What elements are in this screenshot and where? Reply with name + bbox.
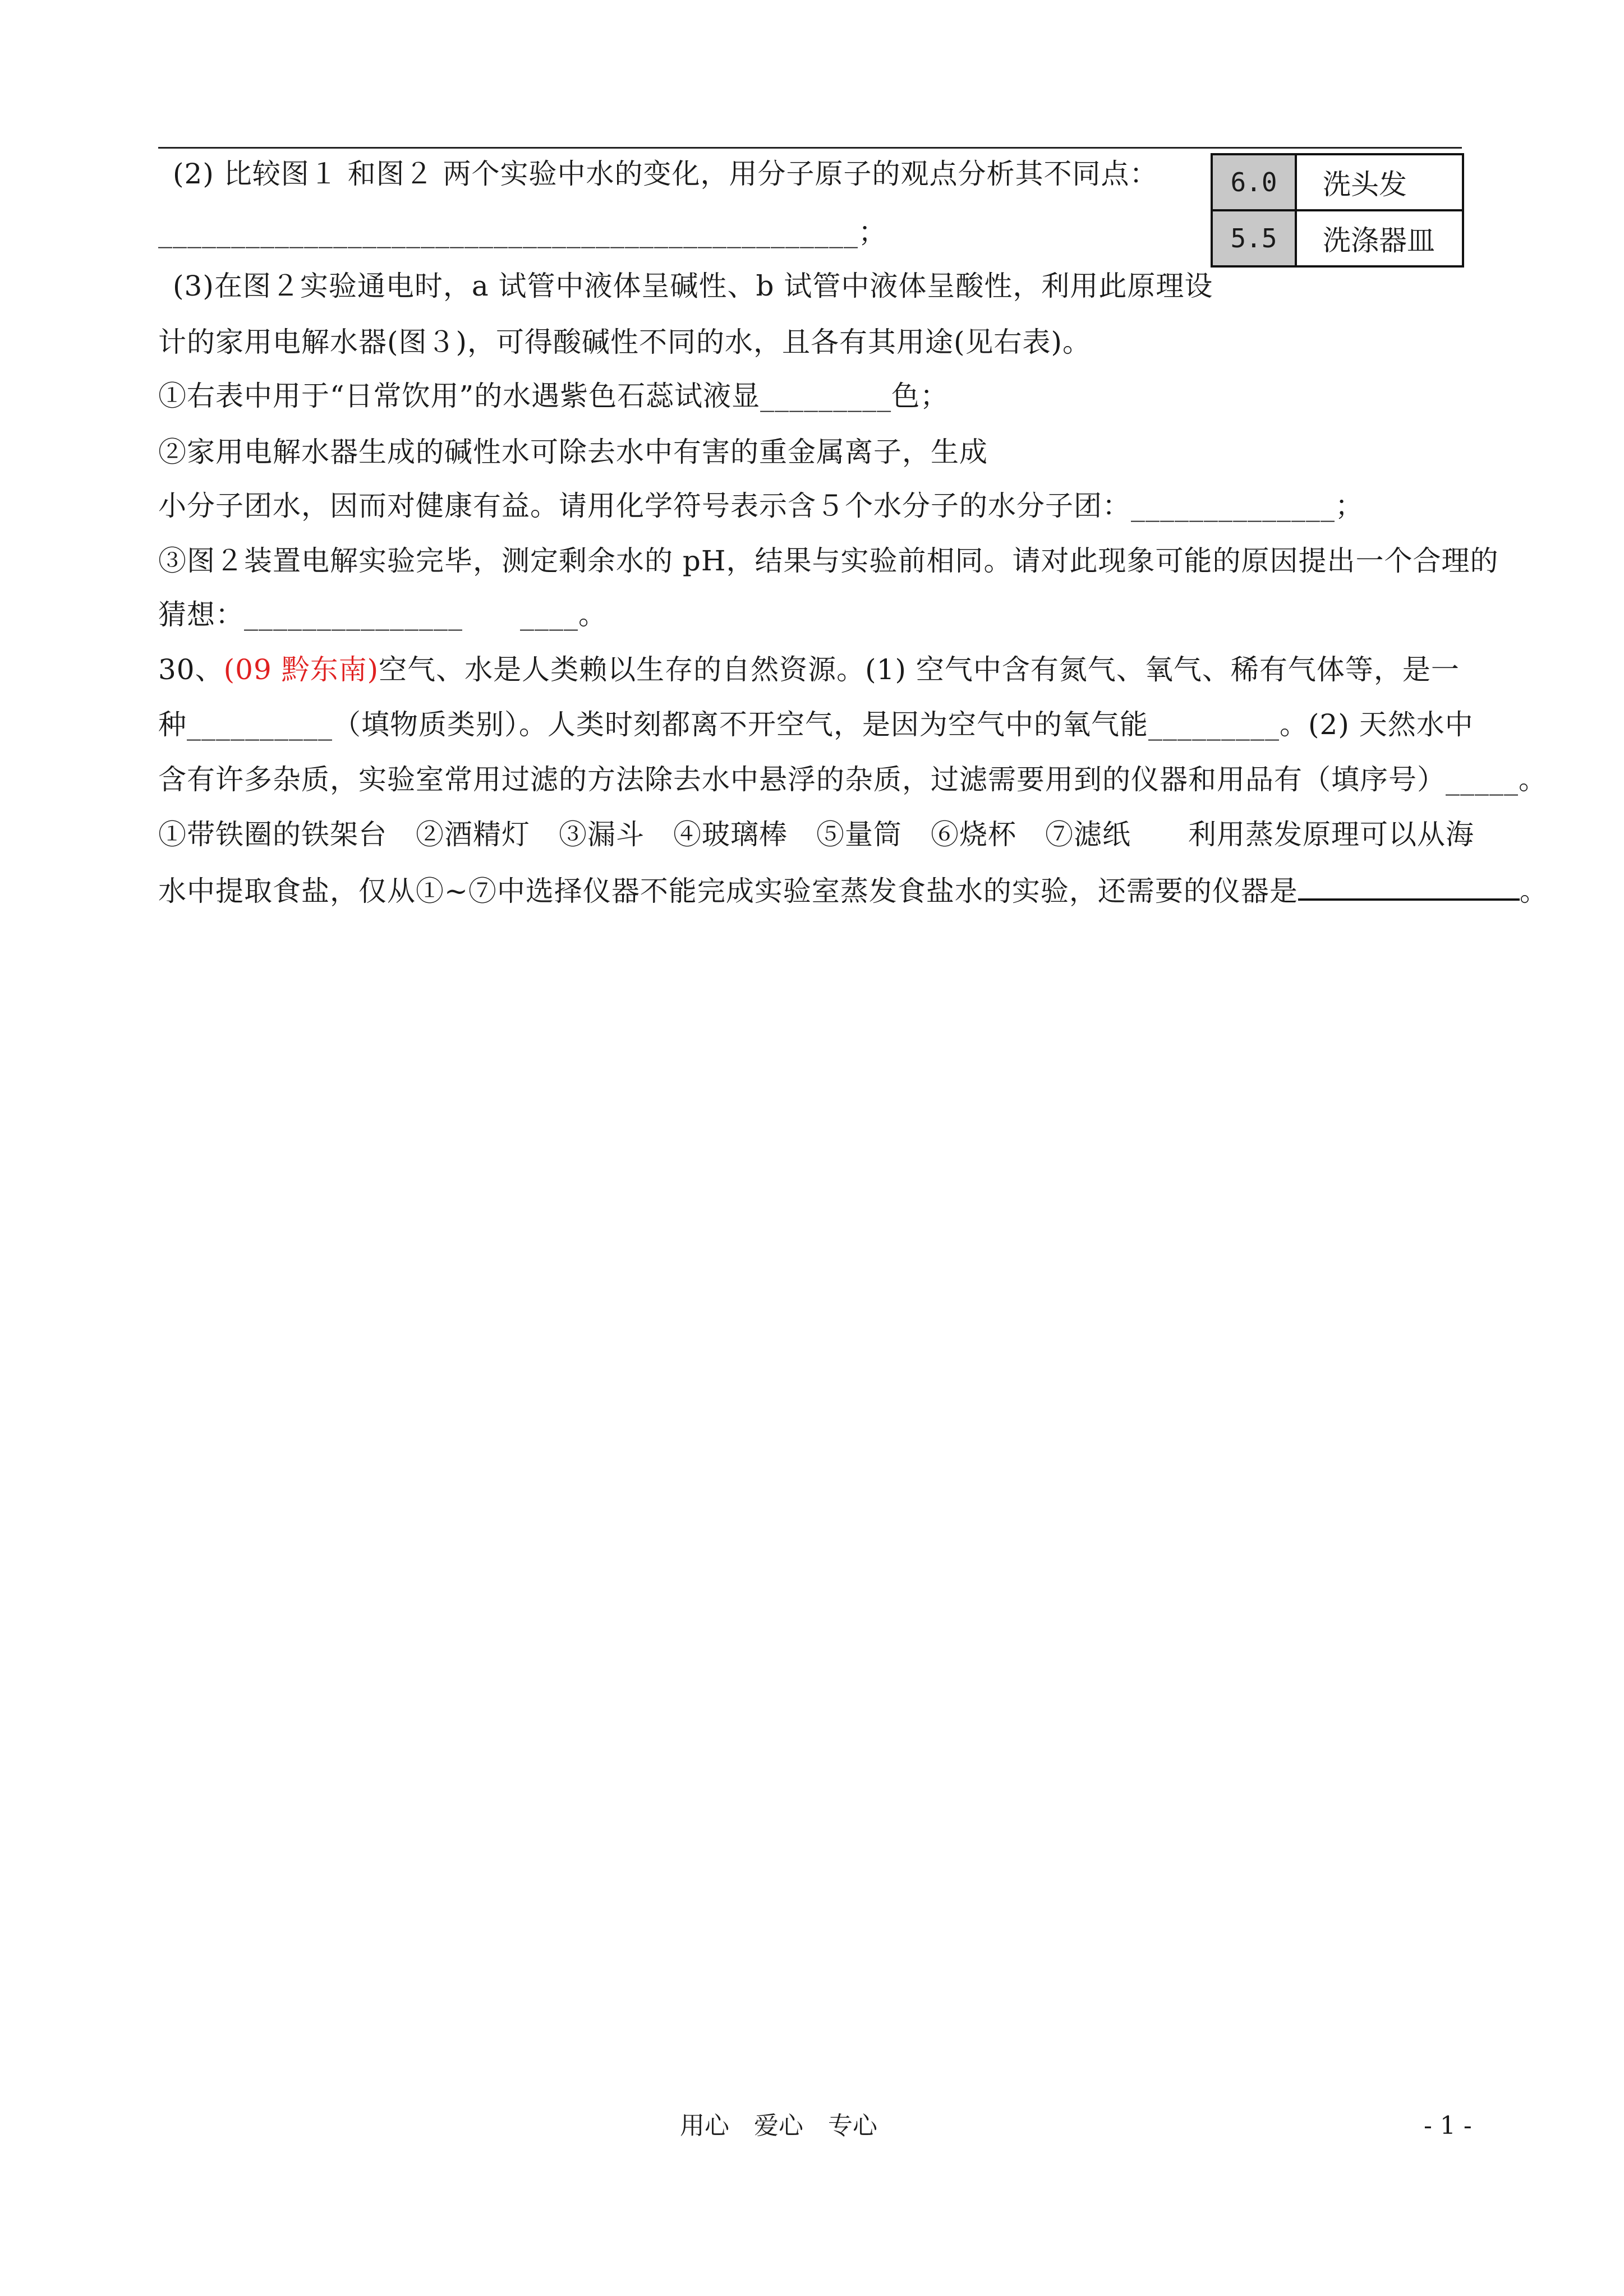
question-3-text: (3)在图２实验通电时，a 试管中液体呈碱性、b 试管中液体呈酸性，利用此原理设 (173, 270, 1213, 302)
question-30-line-2: 种__________（填物质类别）。人类时刻都离不开空气，是因为空气中的氧气能_________。(2) 天然水中 (158, 708, 1474, 741)
question-30-line-5: 水中提取食盐，仅从①~⑦中选择仪器不能完成实验室蒸发食盐水的实验，还需要的仪器是 。 (158, 873, 1548, 908)
answer-blank (1298, 873, 1520, 901)
page-number: - 1 - (1424, 2111, 1472, 2140)
question-30-text: 空气、水是人类赖以生存的自然资源。(1) 空气中含有氮气、氧气、稀有气体等，是一 (379, 653, 1460, 686)
ph-usage-table (1211, 153, 1464, 268)
ph-value: 6.0 (1212, 154, 1296, 210)
footer-motto: 用心 爱心 专心 (680, 2111, 877, 2140)
instrument-list: ①带铁圈的铁架台 ②酒精灯 ③漏斗 ④玻璃棒 ⑤量筒 ⑥烧杯 ⑦滤纸 利用蒸发原理可以从海 (158, 818, 1474, 851)
subquestion-1: ①右表中用于“日常饮用”的水遇紫色石蕊试液显_________色； (158, 380, 949, 412)
answer-blank-line: ________________________________________________； (158, 216, 887, 248)
header-rule (158, 147, 1462, 149)
subquestion-3: ③图２装置电解实验完毕，测定剩余水的 pH，结果与实验前相同。请对此现象可能的原因提出一个合理的 (158, 545, 1499, 577)
question-2-text: (2) 比较图１ 和图２ 两个实验中水的变化，用分子原子的观点分析其不同点： (173, 158, 1158, 190)
question-30-line-3: 含有许多杂质，实验室常用过滤的方法除去水中悬浮的杂质，过滤需要用到的仪器和用品有（填序号）_____。 (158, 763, 1547, 796)
subquestion-2-cont: 小分子团水，因而对健康有益。请用化学符号表示含５个水分子的水分子团：______________； (158, 490, 1364, 522)
use-label: 洗头发 (1296, 154, 1463, 210)
question-3-text-cont: 计的家用电解水器(图３)，可得酸碱性不同的水，且各有其用途(见右表)。 (158, 326, 1092, 358)
table-row (1212, 210, 1463, 266)
table-row (1212, 154, 1463, 210)
subquestion-2: ②家用电解水器生成的碱性水可除去水中有害的重金属离子，生成 (158, 436, 988, 468)
question-30 (158, 653, 1460, 686)
question-source: (09 黔东南) (223, 653, 379, 686)
ph-value: 5.5 (1212, 210, 1296, 266)
use-label: 洗涤器皿 (1296, 210, 1463, 266)
subquestion-3-cont: 猜想：_______________ ____。 (158, 598, 607, 631)
question-number: 30、 (158, 653, 224, 686)
question-30-line-5-text: 水中提取食盐，仅从①~⑦中选择仪器不能完成实验室蒸发食盐水的实验，还需要的仪器是 (158, 875, 1298, 907)
